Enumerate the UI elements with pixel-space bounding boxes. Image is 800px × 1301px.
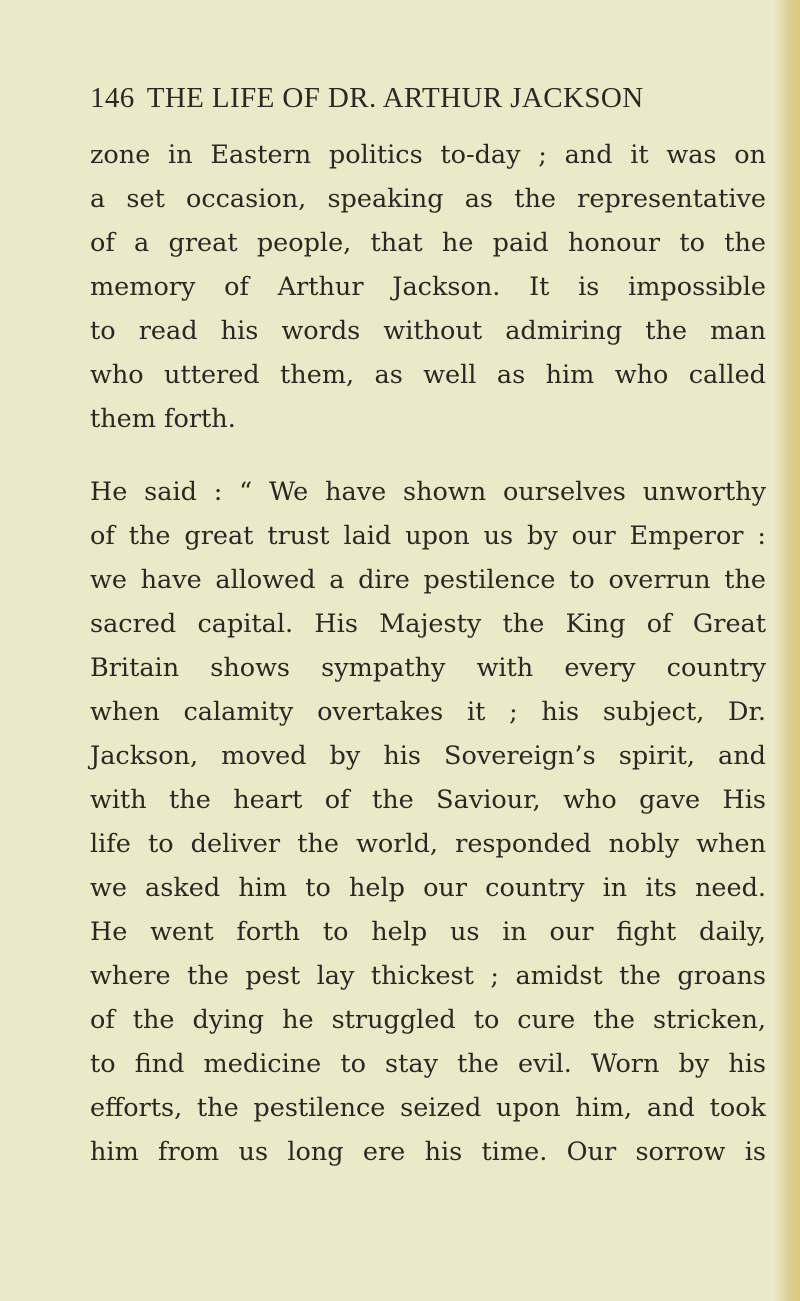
text-line: memory of Arthur Jackson. It is impossible	[90, 272, 766, 302]
text-line: when calamity overtakes it ; his subject, Dr.	[90, 697, 766, 727]
text-line: with the heart of the Saviour, who gave His	[90, 785, 766, 815]
text-line: zone in Eastern politics to-day ; and it was on	[90, 140, 766, 170]
text-line: who uttered them, as well as him who called	[90, 360, 766, 390]
text-line: He went forth to help us in our fight daily,	[90, 917, 766, 947]
text-line: Jackson, moved by his Sovereign’s spirit, and	[90, 741, 766, 771]
text-line: sacred capital. His Majesty the King of Great	[90, 609, 766, 639]
text-line: a set occasion, speaking as the representative	[90, 184, 766, 214]
running-header	[90, 80, 730, 116]
running-title: THE LIFE OF DR. ARTHUR JACKSON	[146, 82, 644, 114]
page-number: 146	[90, 82, 135, 114]
text-line: to read his words without admiring the man	[90, 316, 766, 346]
text-line: we have allowed a dire pestilence to overrun the	[90, 565, 766, 595]
text-line: him from us long ere his time. Our sorrow is	[90, 1137, 766, 1167]
page-edge-shadow	[774, 0, 800, 1301]
text-line: Britain shows sympathy with every country	[90, 653, 766, 683]
text-line: to find medicine to stay the evil. Worn by his	[90, 1049, 766, 1079]
text-line: efforts, the pestilence seized upon him, and took	[90, 1093, 766, 1123]
text-line: of the great trust laid upon us by our Emperor :	[90, 521, 766, 551]
text-line: life to deliver the world, responded nobly when	[90, 829, 766, 859]
text-line: we asked him to help our country in its need.	[90, 873, 766, 903]
text-line: them forth.	[90, 404, 236, 434]
text-line: where the pest lay thickest ; amidst the groans	[90, 961, 766, 991]
text-line: He said : “ We have shown ourselves unworthy	[90, 477, 766, 507]
text-line: of a great people, that he paid honour to the	[90, 228, 766, 258]
text-line: of the dying he struggled to cure the stricken,	[90, 1005, 766, 1035]
